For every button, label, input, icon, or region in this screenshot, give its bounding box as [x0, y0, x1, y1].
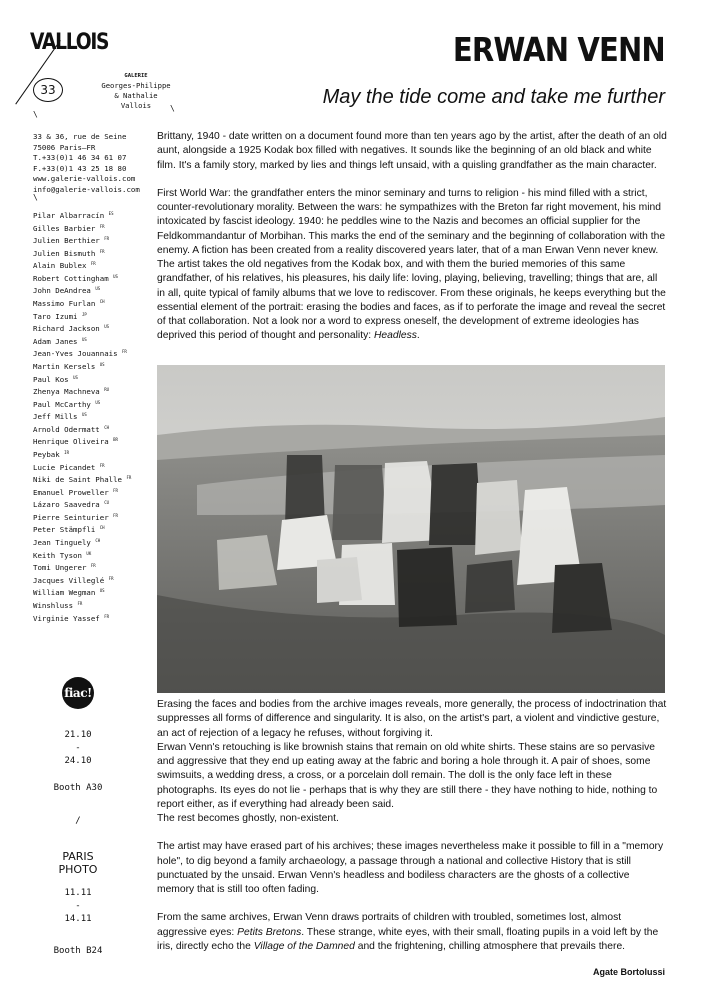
- artist-name: Emanuel Proweller: [33, 487, 109, 497]
- artist-list-item: [33, 586, 131, 599]
- paragraph-6: The artist may have erased part of his archives; these images nevertheless make it possible to fill in a "memory hole", to dig beyond a family archaeology, a passage through a national and collective History that is still punctuated by the unsaid. Erwan Venn's headless and bodiless characters are the ghosts of a collective memory that is still too often fading.: [157, 841, 664, 895]
- artist-country: CU: [104, 500, 110, 506]
- gallery-name-line1: Georges-Philippe: [101, 81, 171, 90]
- tick-mark: /: [75, 816, 81, 826]
- artist-list-item: [33, 612, 131, 625]
- artist-list-item: [33, 284, 131, 297]
- artist-country: FR: [99, 248, 105, 254]
- artist-name: John DeAndrea: [33, 286, 91, 296]
- artist-country: CH: [104, 424, 110, 430]
- paragraph-3: Erasing the faces and bodies from the archive images reveals, more generally, the process of indoctrination that suppresses all forms of difference and singularity. It is also, on the artist's part, a violent and vindictive gesture, an act of rejection of a legacy he refuses, without forgiving it.: [157, 699, 667, 739]
- artist-list-item: [33, 536, 131, 549]
- artist-list-item: [33, 574, 131, 587]
- artist-country: FR: [113, 487, 118, 493]
- artist-list-item: [33, 410, 131, 423]
- artist-country: UK: [86, 550, 92, 556]
- artist-country: BR: [113, 437, 118, 443]
- gallery-label: GALERIE: [124, 73, 148, 79]
- artwork-photo: [157, 365, 665, 693]
- artist-list-item: [33, 486, 131, 499]
- artist-country: US: [104, 324, 110, 330]
- artist-list-item: [33, 599, 131, 612]
- artist-list-item: [33, 234, 131, 247]
- artist-list-item: [33, 259, 131, 272]
- artwork-image: [157, 365, 665, 693]
- artist-name: Taro Izumi: [33, 311, 78, 321]
- artist-name: Peybak: [33, 449, 60, 459]
- artist-country: FR: [90, 563, 96, 569]
- gallery-number-badge: 33: [33, 78, 63, 102]
- artist-list-item: [33, 322, 131, 335]
- artist-list-item: [33, 360, 131, 373]
- artist-name: Robert Cottingham: [33, 273, 109, 283]
- artist-country: RU: [104, 387, 110, 393]
- artist-name: Henrique Oliveira: [33, 437, 109, 447]
- artist-name: Paul Kos: [33, 374, 69, 384]
- artist-list: [33, 209, 131, 624]
- paris-photo-logo: [28, 850, 128, 876]
- paris-photo-end-date: 14.11: [64, 914, 92, 924]
- artist-name: Lázaro Saavedra: [33, 500, 100, 510]
- date-dash: -: [75, 901, 81, 911]
- artist-name: Jacques Villeglé: [33, 575, 105, 585]
- artist-country: FR: [113, 512, 118, 518]
- paris-photo-booth: Booth B24: [53, 946, 103, 956]
- artist-name: Paul McCarthy: [33, 399, 91, 409]
- artist-country: FR: [99, 223, 105, 229]
- artist-name: Jeff Mills: [33, 412, 78, 422]
- fiac-booth: Booth A30: [53, 783, 103, 793]
- artist-country: US: [95, 399, 101, 405]
- paragraph-7: From the same archives, Erwan Venn draws portraits of children with troubled, sometimes lost, almost aggressive eyes: Petits Bretons. These strange, white eyes, with their small, floating pupils in a void left by the iris, directly echo the Village of the Damned and the frightening, chilling atmosphere that prevails there.: [157, 912, 659, 952]
- paris-photo-start-date: 11.11: [64, 888, 92, 898]
- artist-country: FR: [90, 261, 96, 267]
- artist-country: FR: [99, 462, 105, 468]
- artist-list-item: [33, 247, 131, 260]
- artist-list-item: [33, 297, 131, 310]
- paris-photo-line2: PHOTO: [58, 863, 98, 876]
- artist-list-item: [33, 373, 131, 386]
- artist-country: US: [81, 336, 87, 342]
- artist-country: FR: [104, 613, 110, 619]
- gallery-logo: VALLOIS: [30, 30, 109, 55]
- artist-country: IR: [64, 449, 69, 455]
- essay-text: [157, 698, 667, 954]
- tick-mark: \: [170, 104, 175, 113]
- gallery-name: [96, 71, 176, 111]
- date-dash: -: [75, 743, 81, 753]
- artist-country: CH: [95, 538, 101, 544]
- artist-list-item: [33, 385, 131, 398]
- artist-name: Julien Berthier: [33, 236, 100, 246]
- fiac-end-date: 24.10: [64, 756, 92, 766]
- artist-country: FR: [77, 600, 83, 606]
- artist-list-item: [33, 335, 131, 348]
- artist-country: ES: [108, 211, 114, 216]
- page-subtitle: May the tide come and take me further: [322, 86, 665, 108]
- artist-name: Alain Bublex: [33, 261, 87, 271]
- artist-country: CH: [99, 299, 105, 305]
- author-credit: Agate Bortolussi: [592, 967, 665, 977]
- artist-list-item: [33, 461, 131, 474]
- artist-country: US: [73, 374, 78, 380]
- artist-country: FR: [126, 475, 132, 481]
- paragraph-5: The rest becomes ghostly, non-existent.: [157, 813, 339, 824]
- artist-country: US: [113, 273, 118, 279]
- paragraph-1: Brittany, 1940 - date written on a document found more than ten years ago by the artist, after the death of an old aunt, alongside a 1925 Kodak box filled with negatives. It sounds like the beginning of an old black and white film. It's a family story, marked by lies and things left unsaid, with a quisling grandfather as the main character.: [157, 131, 667, 171]
- artist-name: Gilles Barbier: [33, 223, 96, 233]
- artist-list-item: [33, 448, 131, 461]
- artist-name: Niki de Saint Phalle: [33, 475, 122, 485]
- gallery-name-line2: & Nathalie: [114, 91, 158, 100]
- artist-list-item: [33, 310, 131, 323]
- artist-name: Massimo Furlan: [33, 299, 96, 309]
- artist-name: Adam Janes: [33, 336, 78, 346]
- artist-country: US: [81, 412, 87, 418]
- artist-list-item: [33, 511, 131, 524]
- gallery-name-line3: Vallois: [120, 101, 152, 110]
- artist-name: Richard Jackson: [33, 324, 100, 334]
- artist-list-item: [33, 498, 131, 511]
- artist-name: Jean Tinguely: [33, 538, 91, 548]
- artist-country: US: [99, 361, 105, 367]
- paragraph-2: First World War: the grandfather enters the minor seminary and turns to religion - his mind filled with a strict, counter-revolutionary morality. Between the wars: he sympathizes with the Breton far right movement, his mind intoxicated by fascist ideology. 1940: he peddles wine to the Nazis and becomes an official supplier for the Feldkommandantur of Morbihan. This marks the end of the seminary and the beginning of collaboration with the enemy. A fiction has been created from a reality discovered years later, that of a man Erwan Venn never knew. The artist takes the old negatives from the Kodak box, and with them the buried memories of this same grandfather, of his relatives, his pleasures, his daily life: loving, playing, believing, travelling; things that are, all in all, quite typical of family albums that we love to rediscover. From these originals, he keeps everything but the essential element of the portrait: erasing the bodies and faces, as if to perforate the image and reveal the secret of that collaboration. Not a look nor a word to express oneself, the development of extreme ideologies has deprived this period of thought and personality: Headless.: [157, 187, 666, 342]
- artist-name: Pierre Seinturier: [33, 512, 109, 522]
- artist-name: Jean-Yves Jouannais: [33, 349, 118, 359]
- artist-list-item: [33, 523, 131, 536]
- artist-country: FR: [104, 236, 110, 242]
- artist-name: Pilar Albarracín: [33, 211, 105, 220]
- fiac-logo: fiac!: [62, 677, 94, 709]
- paris-photo-line1: PARIS: [62, 850, 94, 863]
- artist-name: Martin Kersels: [33, 361, 96, 371]
- gallery-address: 33 & 36, rue de Seine 75006 Paris–FR T.+33(0)1 46 34 61 07 F.+33(0)1 43 25 18 80 www.galerie-vallois.com info@galerie-vallois.com: [33, 132, 140, 194]
- artist-name: Arnold Odermatt: [33, 424, 100, 434]
- artist-name: Virginie Yassef: [33, 613, 100, 623]
- artist-country: JP: [81, 311, 87, 317]
- artist-name: Tomi Ungerer: [33, 563, 87, 573]
- tick-mark: \: [33, 110, 38, 119]
- artist-country: FR: [108, 575, 114, 581]
- artist-name: Zhenya Machneva: [33, 387, 100, 397]
- artist-list-item: [33, 549, 131, 562]
- artist-country: US: [99, 588, 105, 594]
- artist-name: Julien Bismuth: [33, 248, 96, 258]
- artist-name: Peter Stämpfli: [33, 525, 96, 535]
- tick-mark: \: [33, 193, 38, 202]
- artist-list-item: [33, 347, 131, 360]
- artist-list-item: [33, 423, 131, 436]
- artist-name: Keith Tyson: [33, 550, 82, 560]
- artist-name: Lucie Picandet: [33, 462, 96, 472]
- page-title: ERWAN VENN: [453, 30, 665, 69]
- artist-list-item: [33, 435, 131, 448]
- intro-text: [157, 130, 667, 344]
- artist-list-item: [33, 561, 131, 574]
- artist-list-item: [33, 209, 131, 222]
- artist-list-item: [33, 473, 131, 486]
- artist-country: FR: [122, 349, 127, 355]
- fiac-start-date: 21.10: [64, 730, 92, 740]
- paragraph-4: Erwan Venn's retouching is like brownish stains that remain on old white shirts. These stains are so pervasive and aggressive that they end up eating away at the fabric and boring a hole through it. A pair of shoes, some swimsuits, a wedding dress, a cross, or a porcelain doll remain. The doll is the only face left in these photographs. Its eyes do not lie - perhaps that is why they are still there - they have nothing to hide, nothing to report either, as if everything had already been said.: [157, 741, 658, 810]
- artist-list-item: [33, 222, 131, 235]
- artist-name: William Wegman: [33, 588, 96, 598]
- artist-country: CH: [99, 525, 105, 531]
- artist-country: US: [95, 286, 101, 292]
- artist-name: Winshluss: [33, 600, 74, 610]
- artist-list-item: [33, 272, 131, 285]
- artist-list-item: [33, 398, 131, 411]
